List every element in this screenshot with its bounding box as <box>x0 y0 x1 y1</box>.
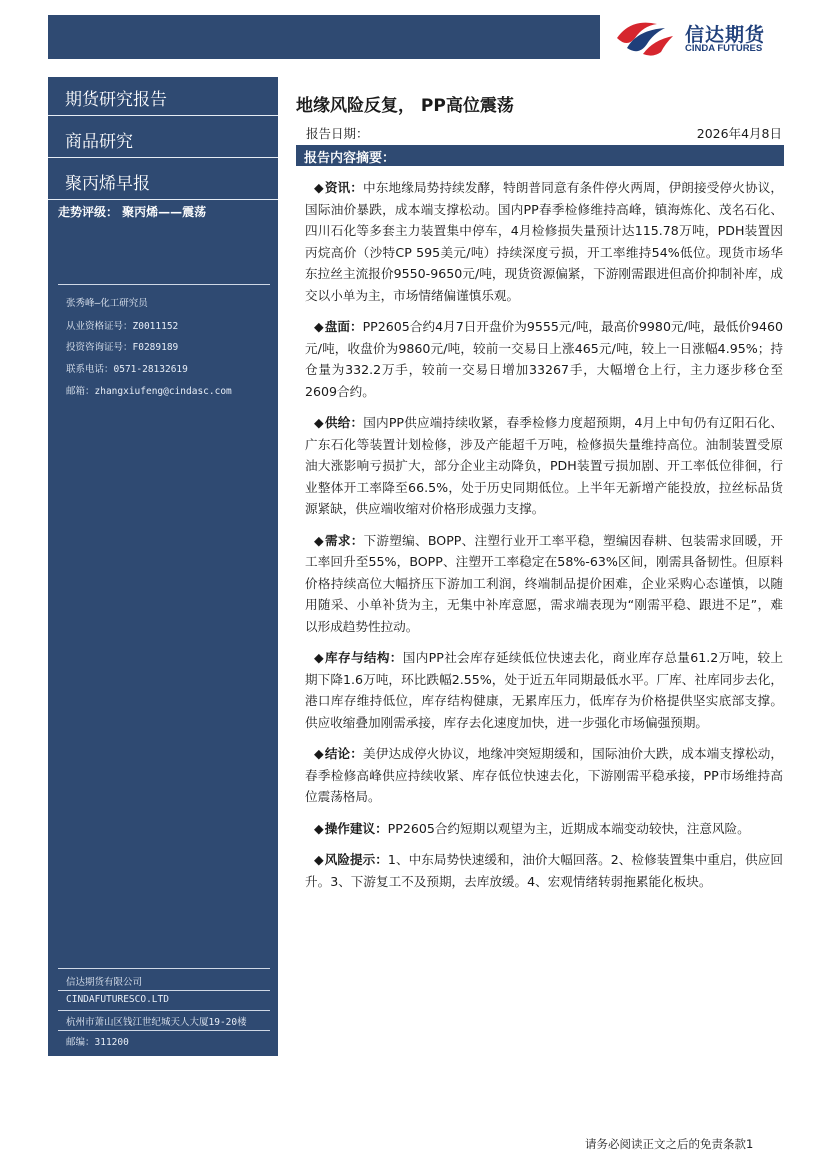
diamond-bullet-icon: ◆ <box>314 180 324 195</box>
diamond-bullet-icon: ◆ <box>314 415 324 430</box>
section-risk <box>305 849 783 892</box>
analyst-email: 邮箱：zhangxiufeng@cindasc.com <box>66 386 232 397</box>
sidebar-item-label: 聚丙烯早报 <box>65 174 150 194</box>
section-text: 下游塑编、BOPP、注塑行业开工率平稳，塑编因春耕、包装需求回暖，开工率回升至55%，BOPP、注塑开工率稳定在58%-63%区间，刚需具备韧性。但原料价格持续高位大幅挤压下游加工利润，终端制品提价困难，企业采购心态谨慎，以随用随采、小单补货为主，无集中补库意愿，需求端表现为“刚需平稳、跟进不足”，难以形成趋势性拉动。 <box>305 532 784 634</box>
report-date-label: 报告日期： <box>306 126 369 141</box>
header-banner <box>48 15 600 59</box>
diamond-bullet-icon: ◆ <box>314 746 324 761</box>
section-inventory <box>305 647 783 733</box>
company-name: 信达期货有限公司 <box>66 977 143 988</box>
summary-label: 报告内容摘要： <box>304 151 396 166</box>
summary-content <box>305 177 783 902</box>
sidebar-item-product <box>48 161 278 200</box>
section-heading: 资讯： <box>324 180 364 195</box>
diamond-bullet-icon: ◆ <box>314 650 325 665</box>
divider <box>58 284 270 285</box>
report-date: 2026年4月8日 <box>696 126 782 141</box>
section-heading: 库存与结构： <box>325 650 403 665</box>
sidebar <box>48 77 278 1056</box>
section-market <box>305 316 783 402</box>
sidebar-item-label: 商品研究 <box>65 132 133 152</box>
section-heading: 供给： <box>324 415 364 430</box>
section-demand <box>305 530 783 638</box>
section-text: PP2605合约4月7日开盘价为9555元/吨，最高价9980元/吨，最低价9460元/吨，收盘价为9860元/吨，较前一交易日上涨465元/吨，较上一日涨幅4.95%；持仓量为332.2万手，较前一交易日增加33267手，大幅增仓上行，主力逐步移仓至2609合约。 <box>305 319 784 399</box>
company-postcode: 邮编：311200 <box>66 1037 129 1048</box>
section-text: 1、中东局势快速缓和，油价大幅回落。2、检修装置集中重启，供应回升。3、下游复工不及预期，去库放缓。4、宏观情绪转弱拖累能化板块。 <box>305 852 784 889</box>
logo-mark-icon <box>613 18 675 58</box>
report-title: 地缘风险反复， PP高位震荡 <box>296 96 514 116</box>
divider <box>58 1030 270 1031</box>
logo-text-en: CINDA FUTURES <box>685 43 763 54</box>
analyst-consulting-id: 投资咨询证号：F0289189 <box>66 342 179 353</box>
analyst-name: 张秀峰—化工研究员 <box>66 298 148 309</box>
section-text: 美伊达成停火协议，地缘冲突短期缓和，国际油价大跌，成本端支撑松动，春季检修高峰供应持续收紧、库存低位快速去化，下游刚需平稳承接，PP市场维持高位震荡格局。 <box>305 746 784 804</box>
analyst-qualification: 从业资格证号：Z0011152 <box>66 321 179 332</box>
section-heading: 需求： <box>324 532 364 548</box>
company-address: 杭州市萧山区钱江世纪城天人大厦19-20楼 <box>66 1017 247 1028</box>
summary-header <box>296 145 784 166</box>
sidebar-item-report-type <box>48 77 278 116</box>
section-heading: 操作建议： <box>324 820 388 836</box>
divider <box>58 990 270 991</box>
section-conclusion <box>305 743 783 808</box>
sidebar-item-category <box>48 119 278 158</box>
section-text: PP2605合约短期以观望为主，近期成本端变动较快，注意风险。 <box>387 820 750 836</box>
company-logo <box>613 18 798 58</box>
section-text: 中东地缘局势持续发酵，特朗普同意有条件停火两周，伊朗接受停火协议，国际油价暴跌，成本端支撑松动。国内PP春季检修维持高峰，镇海炼化、茂名石化、四川石化等多套主力装置集中停车，4月检修损失量预计达115.78万吨，PDH装置因丙烷高价（沙特CP 595美元/吨）持续深度亏损，开工率维持54%低位。现货市场华东拉丝主流报价9550-9650元/吨，现货资源偏紧，下游刚需跟进但高价抑制补库，成交以小单为主，市场情绪偏谨慎乐观。 <box>305 180 784 303</box>
company-name-en: CINDAFUTURESCO.LTD <box>66 994 169 1005</box>
section-text: 国内PP供应端持续收紧，春季检修力度超预期，4月上中旬仍有辽阳石化、广东石化等装置计划检修，涉及产能超千万吨，检修损失量维持高位。油制装置受原油大涨影响亏损扩大，部分企业主动降负，PDH装置亏损加剧、开工率低位徘徊，行业整体开工率降至66.5%，处于历史同期低位。上半年无新增产能投放，拉丝标品货源紧缺，供应端收缩对价格形成强力支撑。 <box>305 415 784 516</box>
divider <box>58 968 270 969</box>
diamond-bullet-icon: ◆ <box>314 820 324 836</box>
section-supply <box>305 412 783 520</box>
diamond-bullet-icon: ◆ <box>314 319 324 334</box>
section-heading: 结论： <box>324 746 364 761</box>
divider <box>58 1010 270 1011</box>
diamond-bullet-icon: ◆ <box>314 532 324 548</box>
analyst-phone: 联系电话：0571-28132619 <box>66 364 188 375</box>
logo-text-cn: 信达期货 <box>685 24 766 46</box>
section-heading: 盘面： <box>324 319 363 334</box>
diamond-bullet-icon: ◆ <box>314 852 324 867</box>
section-text: 国内PP社会库存延续低位快速去化，商业库存总量61.2万吨，较上期下降1.6万吨，环比跌幅2.55%，处于近五年同期最低水平。厂库、社库同步去化，港口库存维持低位，库存结构健康，无累库压力，低库存为价格提供坚实底部支撑。供应收缩叠加刚需承接，库存去化速度加快，进一步强化市场偏强预期。 <box>305 650 784 730</box>
section-news <box>305 177 783 306</box>
section-heading: 风险提示： <box>324 852 388 867</box>
section-advice <box>305 818 783 840</box>
disclaimer-note: 请务必阅读正文之后的免责条款1 <box>585 1137 754 1151</box>
sidebar-item-label: 期货研究报告 <box>65 90 167 110</box>
trend-rating: 走势评级： 聚丙烯——震荡 <box>58 205 207 219</box>
